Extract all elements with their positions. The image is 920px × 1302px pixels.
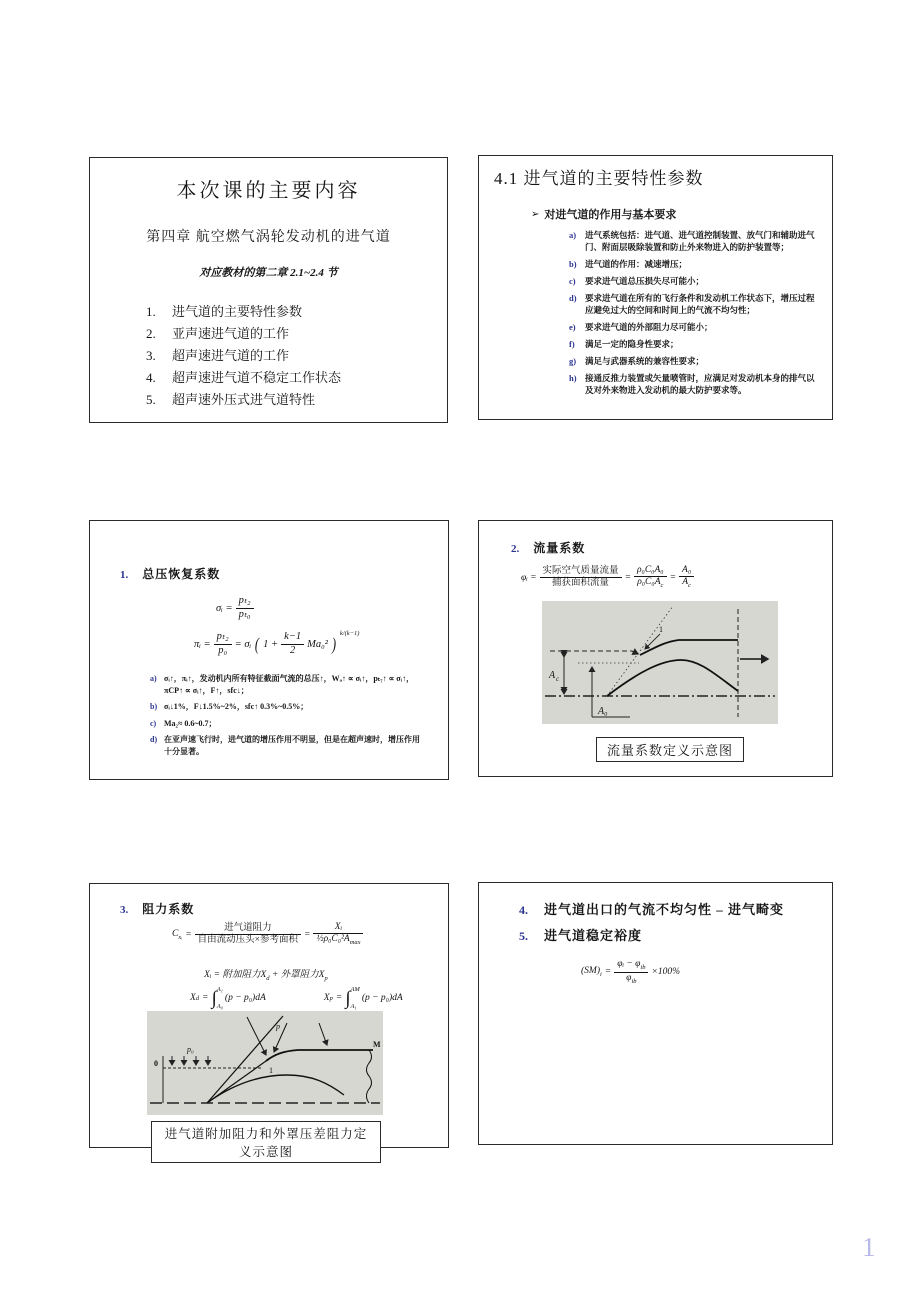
frac-den-sub: c: [688, 582, 691, 590]
drag-definition-figure: [147, 1011, 383, 1115]
label-station-1: 1: [269, 1066, 273, 1075]
formula-part: 1 +: [263, 638, 279, 650]
list-letter: f): [569, 339, 575, 349]
heading-number: 3.: [120, 904, 129, 916]
list-letter: a): [150, 674, 157, 683]
formula-sub: i: [600, 971, 602, 979]
slide2-bullet-text: 对进气道的作用与基本要求: [544, 209, 677, 221]
formula-sub: p: [324, 974, 328, 982]
formula-part: + 外罩阻力X: [271, 970, 325, 980]
list-text: σᵢ↓1%，F↓1.5%~2%，sfc↑ 0.3%~0.5%；: [164, 702, 309, 711]
slide5-figure-caption: 进气道附加阻力和外罩压差阻力定义示意图: [151, 1121, 381, 1163]
formula-part: Xᵢ = 附加阻力X: [204, 970, 267, 980]
label-station-m: M: [373, 1040, 381, 1049]
heading-number: 2.: [511, 543, 520, 555]
slide-card-1: [89, 157, 448, 423]
frac-den: ρ₀C₀A: [637, 577, 661, 588]
integral-row: [190, 986, 403, 1010]
list-item: [150, 734, 426, 757]
integral-sign: ∫: [345, 987, 351, 1009]
formula-part: (SM): [581, 966, 600, 977]
slide6-item-4: [519, 899, 784, 918]
integral-lower: A₀: [216, 1003, 223, 1010]
frac-den: 2: [290, 644, 296, 656]
slide3-notes-list: [150, 673, 426, 762]
additional-drag-integral: [190, 986, 266, 1010]
list-letter: b): [569, 259, 577, 269]
list-number: 2.: [146, 326, 156, 341]
slide-card-4: [478, 520, 833, 777]
label-surface-pressure: p: [276, 1022, 280, 1031]
list-text: 进气系统包括：进气道、进气道控制装置、放气门和辅助进气门、附面层吸除装置和防止外来物进入的防护装置等；: [585, 230, 815, 252]
heading-number: 1.: [120, 569, 129, 581]
integral-upper: AM: [350, 986, 360, 993]
formula-part: (p − p₀)dA: [361, 993, 403, 1003]
slide1-subtitle: 第四章 航空燃气涡轮发动机的进气道: [146, 230, 391, 245]
list-letter: c): [150, 718, 157, 728]
list-text: 进气道的主要特性参数: [172, 304, 303, 319]
formula-part: =: [604, 967, 612, 978]
list-text: Ma₂≈ 0.6~0.7；: [164, 718, 217, 728]
formula-part: =: [669, 572, 677, 583]
heading-text: 进气道出口的气流不均匀性 – 进气畸变: [544, 902, 785, 917]
frac-den: 自由流动压头×参考面积: [197, 935, 299, 945]
frac-den-sub: ib: [631, 977, 637, 985]
heading-text: 流量系数: [533, 541, 586, 555]
formula-part: = σᵢ: [234, 638, 252, 650]
slide-card-6: [478, 882, 833, 1145]
list-text: 在亚声速飞行时，进气道的增压作用不明显，但是在超声速时，增压作用十分显著。: [164, 735, 420, 756]
list-text: 接通反推力装置或矢量喷管时，应满足对发动机本身的排气以及对外来物进入发动机的最大防护要求等。: [585, 373, 815, 395]
frac-den-sub: max: [349, 939, 361, 947]
label-station-0: 0: [154, 1059, 158, 1068]
formula-part: ×100%: [651, 967, 681, 978]
frac-den: ½ρ₀C₀²A: [316, 934, 350, 945]
frac-num: pₜ₂: [236, 595, 254, 609]
slide-card-5: [89, 883, 449, 1159]
heading-number: 5.: [519, 929, 528, 943]
flow-coefficient-formula: [521, 565, 694, 590]
stability-margin-formula: [581, 959, 680, 985]
list-letter: b): [150, 702, 158, 711]
list-item: [569, 258, 819, 270]
formula-part: =: [624, 572, 631, 583]
formula-part: =: [202, 993, 209, 1003]
formula-sub: xᵢ: [178, 933, 183, 941]
label-freestream-pressure: p₀: [187, 1045, 194, 1054]
list-text: 满足一定的隐身性要求；: [585, 339, 679, 349]
heading-text: 总压恢复系数: [142, 567, 221, 581]
slide2-bullet-row: [531, 206, 676, 222]
frac-num: 实际空气质量流量: [540, 566, 622, 578]
list-item: [569, 321, 819, 333]
frac-den: 捕获面积流量: [552, 578, 610, 588]
integral-upper: A₁: [216, 986, 223, 993]
drag-sum-formula: [204, 966, 328, 982]
page-number: 1: [862, 1232, 876, 1262]
list-text: 要求进气道在所有的飞行条件和发动机工作状态下，增压过程应避免过大的空间和时间上的气流不均匀性；: [585, 293, 815, 315]
formula-part: X: [190, 993, 196, 1003]
slide-card-2: [478, 155, 833, 420]
label-freestream-area: A₀: [598, 706, 608, 717]
slide2-title: 4.1 进气道的主要特性参数: [494, 169, 704, 188]
list-letter: a): [569, 230, 577, 240]
list-letter: g): [569, 356, 577, 366]
formula-sub: d: [195, 994, 200, 1002]
formula-part: σᵢ =: [216, 602, 233, 614]
formula-part: C: [172, 928, 179, 939]
frac-num: φᵢ − φ: [617, 959, 641, 969]
list-item: [569, 292, 819, 316]
frac-den-sub: c: [660, 582, 664, 590]
label-capture-area-sub: c: [556, 675, 560, 683]
slide5-heading: [120, 900, 194, 917]
frac-num-sub: ib: [640, 963, 646, 971]
slide-card-3: [89, 520, 449, 780]
list-item: [569, 229, 819, 253]
formula-part: =: [335, 993, 343, 1003]
frac-num: A₀: [679, 565, 694, 577]
list-item: [146, 367, 341, 389]
label-lip-station: 1: [659, 625, 663, 634]
list-number: 1.: [146, 304, 156, 319]
paren-close: ): [331, 633, 336, 654]
list-item: [146, 389, 341, 411]
frac-num: Xᵢ: [313, 922, 363, 934]
paren-open: (: [255, 633, 260, 654]
list-text: 要求进气道总压损失尽可能小；: [585, 276, 705, 286]
slide1-topic-list: [146, 301, 341, 411]
list-letter: h): [569, 373, 577, 383]
list-item: [569, 355, 819, 367]
list-text: 超声速进气道不稳定工作状态: [172, 370, 342, 385]
list-item: [146, 301, 341, 323]
list-text: 进气道的作用：减速增压；: [585, 259, 688, 269]
list-text: 亚声速进气道的工作: [172, 326, 290, 341]
cowl-drag-integral: [324, 986, 403, 1010]
list-letter: e): [569, 322, 576, 332]
frac-num: ρ₀C₀A₀: [634, 565, 667, 577]
flow-coefficient-figure: [542, 601, 778, 724]
frac-den: pₜ₀: [238, 608, 251, 620]
list-number: 5.: [146, 392, 156, 407]
slide1-textbook-note: 对应教材的第二章 2.1~2.4 节: [199, 267, 338, 279]
slide4-figure-caption: 流量系数定义示意图: [596, 737, 744, 762]
list-item: [569, 338, 819, 350]
list-text: 超声速进气道的工作: [172, 348, 290, 363]
formula-part: =: [304, 929, 311, 940]
list-text: 超声速外压式进气道特性: [172, 392, 316, 407]
slide4-heading: [511, 539, 585, 556]
slide3-heading: [120, 565, 220, 582]
list-letter: d): [150, 735, 158, 744]
list-item: [146, 345, 341, 367]
list-item: [150, 673, 426, 696]
integral-sign: ∫: [211, 987, 217, 1009]
formula-part: Ma₀²: [307, 638, 328, 650]
list-item: [146, 323, 341, 345]
frac-den: p₀: [218, 644, 228, 656]
label-capture-area: A: [549, 670, 556, 681]
sigma-formula: [216, 595, 254, 621]
slide6-item-5: [519, 925, 642, 944]
list-number: 3.: [146, 348, 156, 363]
arrow-bullet-icon: ➢: [531, 208, 540, 220]
list-letter: d): [569, 293, 577, 303]
frac-den: φ: [626, 972, 632, 983]
drag-coefficient-formula: [172, 922, 363, 947]
list-text: 满足与武器系统的兼容性要求；: [585, 356, 705, 366]
formula-part: X: [323, 993, 330, 1003]
list-item: [569, 275, 819, 287]
list-text: σᵢ↑，πᵢ↑，发动机内所有特征截面气流的总压↑，Wₐ↑ ∝ σᵢ↑，pₜ₇↑ ∝ σᵢ↑，πCP↑ ∝ σᵢ↑，F↑，sfc↓；: [164, 674, 415, 695]
formula-part: (p − p₀)dA: [224, 993, 266, 1003]
heading-text: 进气道稳定裕度: [544, 928, 643, 943]
slide2-requirement-list: [569, 229, 819, 401]
heading-number: 4.: [519, 903, 528, 917]
heading-text: 阻力系数: [142, 902, 195, 916]
integral-lower: A₁: [350, 1003, 357, 1010]
pi-formula: [194, 631, 359, 657]
list-number: 4.: [146, 370, 156, 385]
formula-sub: d: [266, 974, 270, 982]
slide1-title: 本次课的主要内容: [176, 180, 361, 202]
formula-sub: p: [329, 994, 333, 1002]
frac-num: k−1: [281, 631, 304, 645]
frac-num: 进气道阻力: [195, 923, 301, 935]
frac-num: pₜ₂: [214, 631, 232, 645]
formula-part: πᵢ =: [194, 638, 211, 650]
list-item: [150, 701, 426, 713]
list-item: [150, 718, 426, 730]
list-letter: c): [569, 276, 576, 286]
exponent: k/(k−1): [339, 630, 360, 637]
frac-den: A: [682, 577, 689, 588]
list-text: 要求进气道的外部阻力尽可能小；: [585, 322, 713, 332]
list-item: [569, 372, 819, 396]
formula-part: φᵢ =: [521, 572, 537, 583]
formula-part: =: [185, 929, 192, 940]
